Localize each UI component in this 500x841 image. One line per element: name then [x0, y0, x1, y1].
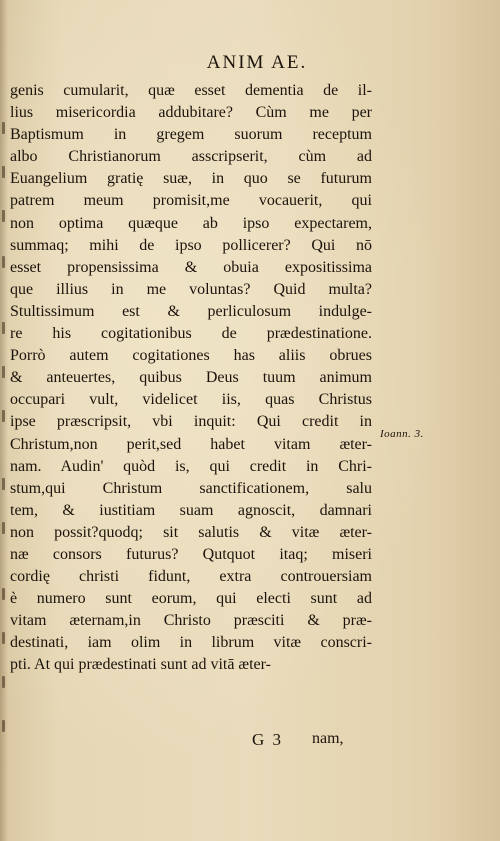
text-line: Baptismum in gregem suorum receptum: [10, 126, 372, 144]
text-line: ipse præscripsit, vbi inquit: Qui credit in: [10, 413, 372, 431]
text-line: næ consors futurus? Qutquot itaq; miseri: [10, 545, 372, 563]
text-line: summaq; mihi de ipso pollicerer? Qui nō: [10, 236, 372, 254]
text-line: tem, & iustitiam suam agnoscit, damnari: [10, 501, 372, 519]
text-line: Euangelium gratię suæ, in quo se futurum: [10, 170, 372, 188]
text-line: stum,qui Christum sanctificationem, salu: [10, 479, 372, 497]
text-line: lius misericordia addubitare? Cùm me per: [10, 104, 372, 122]
text-line: non possit?quodq; sit salutis & vitæ æter-: [10, 523, 372, 541]
text-line: nam. Audin' quòd is, qui credit in Chri-: [10, 457, 372, 475]
text-line: pti. At qui prædestinati sunt ad vitā æter-: [10, 656, 271, 674]
marginal-note: Ioann. 3.: [380, 428, 424, 440]
text-line: è numero sunt eorum, qui electi sunt ad: [10, 590, 372, 608]
signature-mark: G 3: [252, 730, 284, 749]
text-line: Christum,non perit,sed habet vitam æter-: [10, 435, 372, 453]
body-text: [10, 80, 372, 677]
text-line: & anteuertes, quibus Deus tuum animum: [10, 369, 372, 387]
text-line: albo Christianorum asscripserit, cùm ad: [10, 148, 372, 166]
catchword: nam,: [312, 730, 344, 747]
text-line: occupari vult, videlicet iis, quas Christus: [10, 391, 372, 409]
text-line: que illius in me voluntas? Quid multa?: [10, 280, 372, 298]
text-line: destinati, iam olim in librum vitæ conscri-: [10, 634, 372, 652]
text-line: patrem meum promisit,me vocauerit, qui: [10, 192, 372, 210]
text-line: esset propensissima & obuia expositissima: [10, 258, 372, 276]
text-line: Porrò autem cogitationes has aliis obrues: [10, 347, 372, 365]
text-line: non optima quæque ab ipso expectarem,: [10, 214, 372, 232]
text-line: genis cumularit, quæ esset dementia de il-: [10, 82, 372, 99]
running-head: ANIM AE.: [206, 52, 308, 73]
text-line: Stultissimum est & perliculosum indulge-: [10, 302, 372, 320]
margin-marks: [2, 84, 10, 764]
text-line: cordię christi fidunt, extra controuersiam: [10, 568, 372, 586]
text-line: vitam æternam,in Christo præsciti & præ-: [10, 612, 372, 630]
text-line: re his cogitationibus de prædestinatione.: [10, 325, 372, 343]
